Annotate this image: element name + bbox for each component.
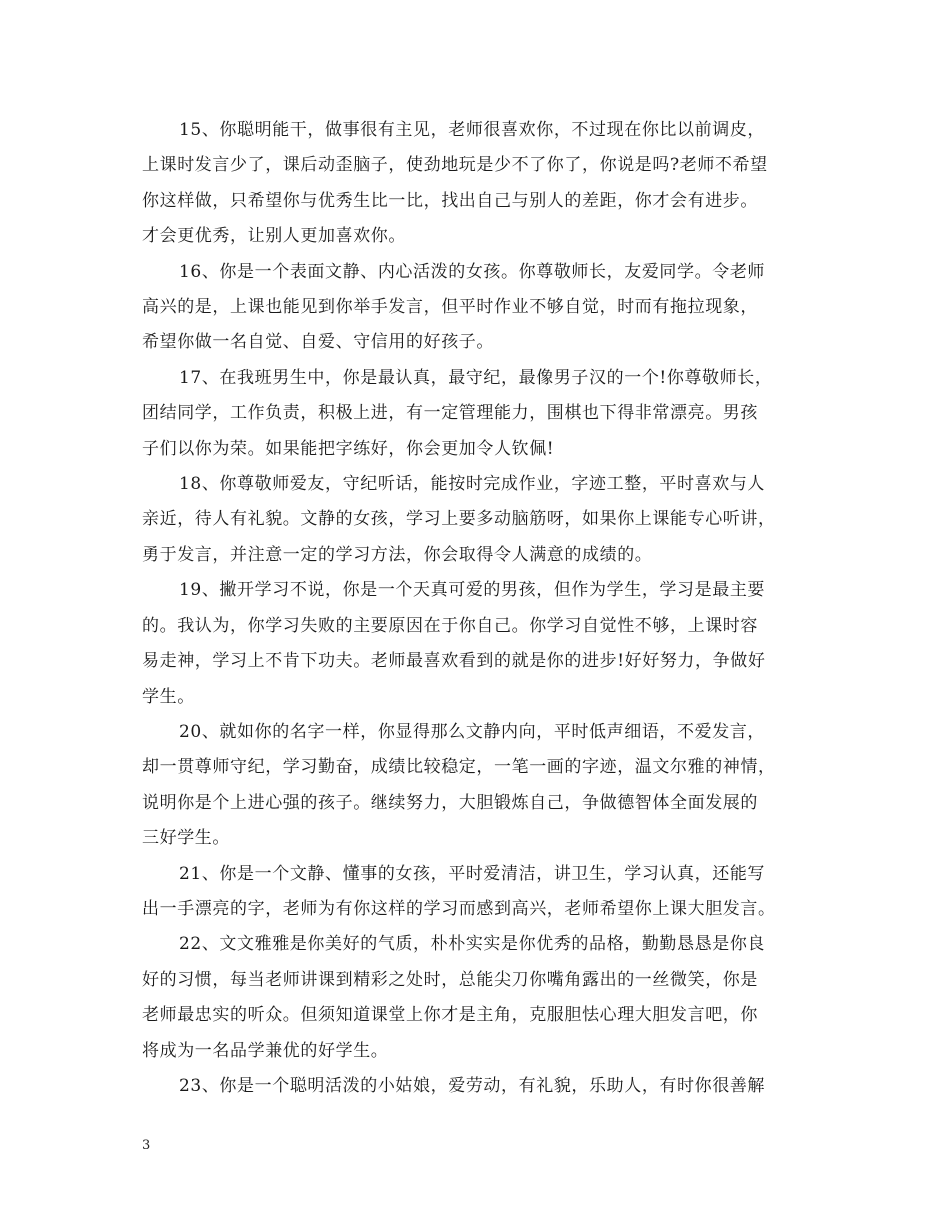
text-line: 20、就如你的名字一样，你显得那么文静内向，平时低声细语，不爱发言， <box>179 721 766 742</box>
paragraph-19 <box>142 573 816 715</box>
text-line: 好的习惯，每当老师讲课到精彩之处时，总能尖刀你嘴角露出的一丝微笑，你是 <box>142 969 758 990</box>
paragraph-15 <box>142 113 816 255</box>
paragraph-17 <box>142 361 816 467</box>
document-body <box>142 113 816 1104</box>
paragraph-21 <box>142 857 816 928</box>
text-line: 你这样做，只希望你与优秀生比一比，找出自己与别人的差距，你才会有进步。 <box>142 190 758 211</box>
text-line: 团结同学，工作负责，积极上进，有一定管理能力，围棋也下得非常漂亮。男孩 <box>142 403 758 424</box>
paragraph-20 <box>142 715 816 857</box>
paragraph-23 <box>142 1069 816 1104</box>
text-line: 才会更优秀，让别人更加喜欢你。 <box>142 226 406 247</box>
text-line: 23、你是一个聪明活泼的小姑娘，爱劳动，有礼貌，乐助人，有时你很善解 <box>179 1075 766 1096</box>
text-line: 19、撇开学习不说，你是一个天真可爱的男孩，但作为学生，学习是最主要 <box>179 580 766 601</box>
text-line: 勇于发言，并注意一定的学习方法，你会取得令人满意的成绩的。 <box>142 544 653 565</box>
paragraph-16 <box>142 255 816 361</box>
text-line: 希望你做一名自觉、自爱、守信用的好孩子。 <box>142 332 494 353</box>
paragraph-22 <box>142 927 816 1069</box>
text-line: 高兴的是，上课也能见到你举手发言，但平时作业不够自觉，时而有拖拉现象， <box>142 297 758 318</box>
text-line: 说明你是个上进心强的孩子。继续努力，大胆锻炼自己，争做德智体全面发展的 <box>142 792 758 813</box>
text-line: 16、你是一个表面文静、内心活泼的女孩。你尊敬师长，友爱同学。令老师 <box>179 261 766 282</box>
paragraph-18 <box>142 467 816 573</box>
text-line: 出一手漂亮的字，老师为有你这样的学习而感到高兴，老师希望你上课大胆发言。 <box>142 898 776 919</box>
text-line: 15、你聪明能干，做事很有主见，老师很喜欢你，不过现在你比以前调皮， <box>179 120 766 140</box>
text-line: 子们以你为荣。如果能把字练好，你会更加令人钦佩! <box>142 438 555 459</box>
text-line: 将成为一名品学兼优的好学生。 <box>142 1040 389 1061</box>
text-line: 22、文文雅雅是你美好的气质，朴朴实实是你优秀的品格，勤勤恳恳是你良 <box>179 934 766 955</box>
text-line: 亲近，待人有礼貌。文静的女孩，学习上要多动脑筋呀，如果你上课能专心听讲， <box>142 509 776 530</box>
text-line: 的。我认为，你学习失败的主要原因在于你自己。你学习自觉性不够，上课时容 <box>142 615 758 636</box>
page-number: 3 <box>142 1138 151 1153</box>
text-line: 易走神，学习上不肯下功夫。老师最喜欢看到的就是你的进步!好好努力，争做好 <box>142 651 766 672</box>
text-line: 21、你是一个文静、懂事的女孩，平时爱清洁，讲卫生，学习认真，还能写 <box>179 863 766 884</box>
text-line: 三好学生。 <box>142 828 230 849</box>
text-line: 却一贯尊师守纪，学习勤奋，成绩比较稳定，一笔一画的字迹，温文尔雅的神情， <box>142 757 776 778</box>
text-line: 学生。 <box>142 686 195 707</box>
text-line: 17、在我班男生中，你是最认真，最守纪，最像男子汉的一个!你尊敬师长， <box>179 367 773 388</box>
text-line: 上课时发言少了，课后动歪脑子，使劲地玩是少不了你了，你说是吗?老师不希望 <box>142 155 768 176</box>
text-line: 老师最忠实的听众。但须知道课堂上你才是主角，克服胆怯心理大胆发言吧，你 <box>142 1005 758 1026</box>
text-line: 18、你尊敬师爱友，守纪听话，能按时完成作业，字迹工整，平时喜欢与人 <box>179 474 766 495</box>
